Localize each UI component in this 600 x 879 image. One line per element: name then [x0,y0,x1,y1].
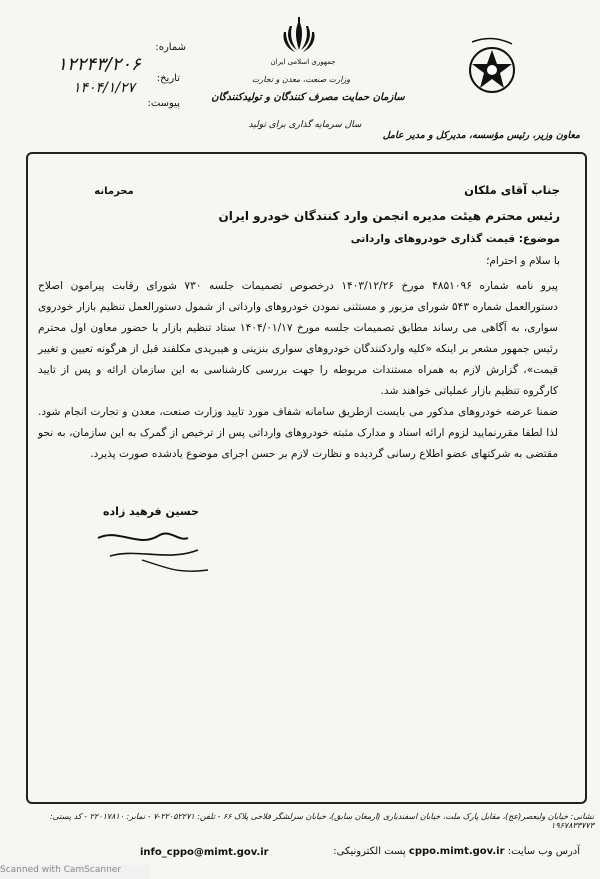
iran-emblem-icon [276,16,322,56]
header-republic: جمهوری اسلامی ایران [270,58,336,66]
scanner-watermark: Scanned with CamScanner [0,865,150,879]
website-link[interactable]: cppo.mimt.gov.ir [408,846,505,857]
salutation-name: جناب آقای ملکان [464,183,560,197]
letter-date-label: تاریخ: [156,73,180,84]
handwritten-signature [78,518,218,578]
letter-body-frame [26,152,587,804]
email-label: پست الکترونیکی: [333,846,406,857]
attachment-label: پیوست: [147,98,180,109]
header-ministry: وزارت صنعت، معدن و تجارت [251,75,351,84]
signer-name: حسین فرهید زاده [103,505,199,518]
recipient-title: رئیس محترم هیئت مدیره انجمن وارد کنندگان خودرو ایران [218,209,560,223]
letter-number-value: ۱۲۲۴۳/۲۰۶ [57,54,141,75]
letter-number-label: شماره: [155,42,186,53]
letter-greeting: با سلام و احترام؛ [486,255,560,267]
organization-logo-icon [462,34,522,100]
header-slogan: سال سرمایه گذاری برای تولید [248,120,362,130]
header-office: معاون وزیر، رئیس مؤسسه، مدیرکل و مدیر عامل [382,130,580,141]
footer-address: نشانی: خیابان ولیعصر(عج)، مقابل پارک ملت، خیابان اسفندیاری (ارمغان سابق)، خیابان سرلشگر فلاحی پلاک ۶۶ - تلفن: ۲۲۰۵۲۲۷۱-۷ - نمابر: ۲۲۰۱۷۸۱۰ - کد پستی: ۱۹۶۷۸۳۳۷۷۳ [49,812,594,830]
header-organization: سازمان حمایت مصرف کنندگان و تولیدکنندگان [211,92,405,103]
letter-paragraph-1: پیرو نامه شماره ۴۸۵۱۰۹۶ مورخ ۱۴۰۳/۱۲/۲۶ درخصوص تصمیمات جلسه ۷۳۰ شورای رقابت پیرامون اصلاح دستورالعمل شماره ۵۴۳ شورای مزبور و مستثنی نمودن خودروهای وارداتی از شمول دستورالعمل تنظیم بازار خودروی سواری، به آگاهی می رساند مطابق تصمیمات جلسه مورخ ۱۴۰۴/۰۱/۱۷ ستاد تنظیم بازار با حضور معاون اول محترم رئیس جمهور مشعر بر اینکه «کلیه واردکنندگان خودروهای سواری بنزینی و هیبریدی مکلفند قبل از هرگونه تعیین و تغییر قیمت»، گزارش لازم به همراه مستندات مربوطه را جهت بررسی کارشناسی به این سازمان ارائه و پس از تایید کارگروه تنظیم بازار عملیاتی خواهند شد. [38,280,559,397]
letter-subject: موضوع: قیمت گذاری خودروهای وارداتی [350,233,560,245]
letter-date-value: ۱۴۰۴/۱/۲۷ [72,80,136,96]
website-label: آدرس وب سایت: [507,846,580,857]
classification-label: محرمانه [94,186,134,197]
email-link[interactable]: info_cppo@mimt.gov.ir [140,847,269,858]
letter-paragraph-2: ضمنا عرضه خودروهای مذکور می بایست ازطریق سامانه شفاف مورد تایید وزارت صنعت، معدن و تجارت انجام شود. لذا لطفا مقررنمایید لزوم ارائه اسناد و مدارک مثبته خودروهای وارداتی پس از ترخیص از گمرک به این سازمان، به نحو مقتضی به شرکتهای عضو اطلاع رسانی گردیده و نظارت لازم بر حسن اجرای موضوع یادشده صورت پذیرد. [38,406,558,460]
